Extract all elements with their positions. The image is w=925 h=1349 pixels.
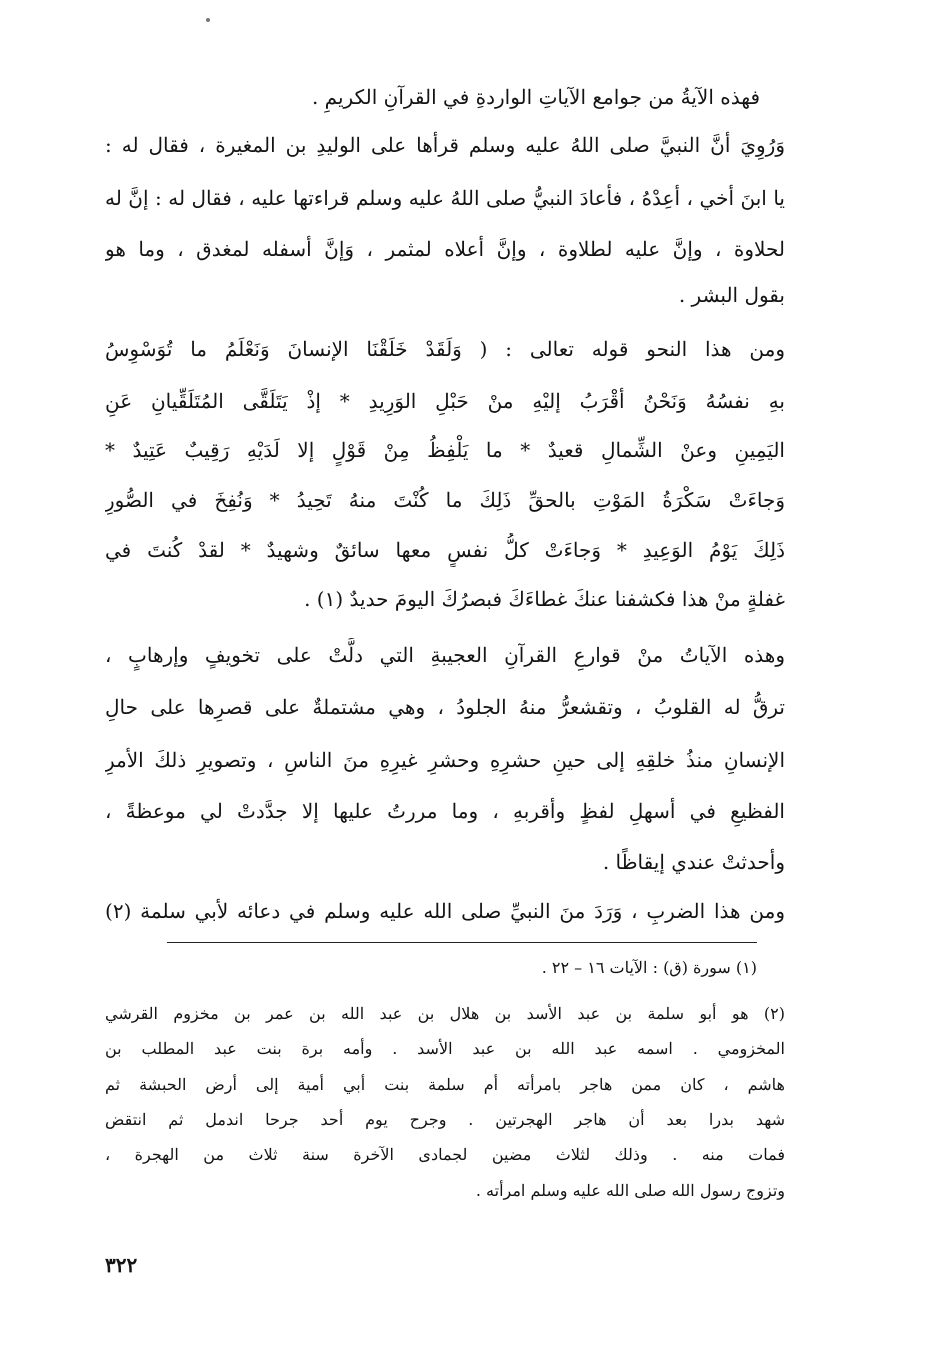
body-line-17: ومن هذا الضربِ ، وَرَدَ منَ النبيِّ صلى الله عليه وسلم في دعائه لأبي سلمة (٢)	[105, 899, 785, 923]
footnote-2-line-3: هاشم ، كان ممن هاجر بامرأته أم سلمة بنت أبي أمية إلى أرض الحبشة ثم	[105, 1075, 785, 1094]
page-number: ٣٢٢	[105, 1253, 138, 1277]
scan-speck	[206, 18, 210, 22]
body-line-16: وأحدثتْ عندي إيقاظًا .	[602, 850, 785, 874]
body-line-12: وهذه الآياتُ منْ قوارعِ القرآنِ العجيبةِ التي دلَّتْ على تخويفٍ وإرهابٍ ،	[105, 643, 785, 667]
footnote-2-line-5: فمات منه . وذلك لثلاث مضين لجمادى الآخرة سنة ثلاث من الهجرة ،	[105, 1145, 785, 1164]
body-line-11: غفلةٍ منْ هذا فكشفنا عنكَ غطاءَكَ فبصرُكَ اليومَ حديدٌ (١) .	[304, 587, 785, 611]
body-line-10: ذَلِكَ يَوْمُ الوَعِيدِ * وَجاءَتْ كلُّ نفسٍ معها سائقٌ وشهيدٌ * لقدْ كُنتَ في	[105, 538, 785, 562]
footnote-2-line-2: المخزومي . اسمه عبد الله بن عبد الأسد . وأمه برة بنت عبد المطلب بن	[105, 1039, 785, 1058]
body-line-3: يا ابنَ أخي ، أعِدْهُ ، فأعادَ النبيُّ صلى اللهُ عليه وسلم قراءتها عليه ، فقال له : إنَّ له	[105, 186, 785, 210]
body-line-6: ومن هذا النحو قوله تعالى : ( وَلَقَدْ خَلَقْنَا الإنسانَ وَنَعْلَمُ ما تُوَسْوِسُ	[105, 337, 785, 361]
footnote-2-line-4: شهد بدرا بعد أن هاجر الهجرتين . وجرح يوم أحد جرحا اندمل ثم انتقض	[105, 1110, 785, 1129]
body-line-13: ترقُّ له القلوبُ ، وتقشعرُّ منهُ الجلودُ ، وهي مشتملةٌ على قصرِها على حالِ	[105, 695, 785, 719]
body-line-4: لحلاوة ، وإنَّ عليه لطلاوة ، وإنَّ أعلاه لمثمر ، وَإنَّ أسفله لمغدق ، وما هو	[105, 237, 785, 261]
body-line-8: اليَمِينِ وعنْ الشِّمالِ قعيدٌ * ما يَلْفِظُ مِنْ قَوْلٍ إلا لَدَيْهِ رَقِيبٌ عَتِيدٌ *	[105, 438, 785, 462]
body-line-14: الإنسانِ منذُ خلقِهِ إلى حينِ حشرِهِ وحشرِ غيرِهِ منَ الناسِ ، وتصويرِ ذلكَ الأمرِ	[105, 748, 785, 772]
body-line-1: فهذه الآيةُ من جوامع الآياتِ الواردةِ في القرآنِ الكريمِ .	[311, 85, 760, 109]
body-line-2: وَرُوِيَ أنَّ النبيَّ صلى اللهُ عليه وسلم قرأها على الوليدِ بن المغيرة ، فقال له :	[105, 133, 785, 157]
footnote-2-line-1: (٢) هو أبو سلمة بن عبد الأسد بن هلال بن عبد الله بن عمر بن مخزوم القرشي	[105, 1004, 785, 1023]
body-line-15: الفظيعِ في أسهلِ لفظٍ وأقربهِ ، وما مررتُ عليها إلا جدَّدتْ لي موعظةً ،	[105, 799, 785, 823]
footnote-separator	[167, 942, 757, 943]
body-line-5: بقول البشر .	[678, 283, 785, 307]
body-line-9: وَجاءَتْ سَكْرَةُ المَوْتِ بالحقِّ ذَلِكَ ما كُنْتَ منهُ تَحِيدُ * وَنُفِخَ في الصُّورِ	[105, 488, 785, 512]
footnote-1: (١) سورة (ق) : الآيات ١٦ – ٢٢ .	[541, 958, 757, 977]
body-line-7: بهِ نفسُهُ وَنَحْنُ أقْرَبُ إليْهِ منْ حَبْلِ الوَرِيدِ * إذْ يَتَلَقَّى المُتَلَقِّيانِ عَنِ	[105, 389, 785, 413]
footnote-2-line-6: وتزوج رسول الله صلى الله عليه وسلم امرأته .	[475, 1181, 785, 1200]
